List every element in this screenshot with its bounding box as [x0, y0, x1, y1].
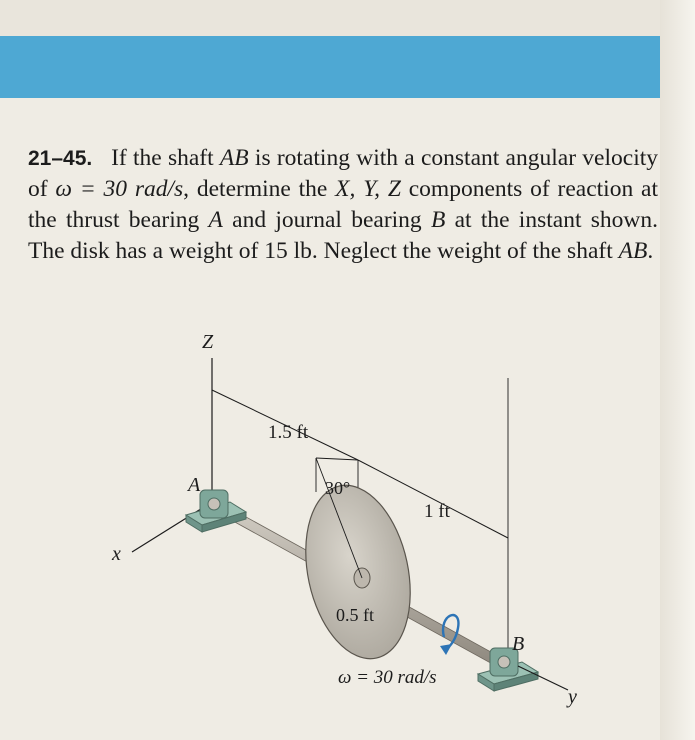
problem-text-end: .	[647, 238, 654, 264]
problem-text-2: is rotating with a constant angular velocity of	[28, 145, 658, 202]
shaft-label-ab-2: AB	[618, 238, 648, 264]
bearing-a-figure-label: A	[188, 474, 201, 496]
problem-statement	[28, 143, 658, 267]
page-top-strip	[0, 0, 695, 36]
problem-text-4: components of reaction at the thrust bearing	[28, 176, 658, 233]
bearing-a	[186, 490, 246, 532]
bearing-b-figure-label: B	[512, 633, 525, 655]
problem-text-6: at the instant shown. The disk has a weight of 15 lb. Neglect the weight of the shaft	[28, 207, 658, 264]
z-axis-label: Z	[202, 331, 214, 353]
bearing-b-label: B	[430, 207, 446, 233]
shaft-label-ab: AB	[219, 145, 249, 171]
shaft-disk-figure	[0, 310, 695, 740]
dim-1ft-label: 1 ft	[424, 501, 450, 522]
angle-line-top	[316, 458, 358, 460]
problem-text-5: and journal bearing	[222, 207, 431, 233]
angle-label: 30°	[325, 478, 351, 498]
section-header-band	[0, 36, 660, 98]
problem-number: 21–45.	[28, 147, 93, 170]
problem-text-3: , determine the	[183, 176, 336, 202]
xyz-components: X, Y, Z	[335, 176, 401, 202]
bearing-a-label: A	[208, 207, 223, 233]
omega-equation: ω = 30 rad/s	[55, 176, 184, 202]
problem-text-1: If the shaft	[111, 145, 220, 171]
dim-1-5ft-label: 1.5 ft	[268, 422, 309, 443]
dim-0-5ft-label: 0.5 ft	[336, 605, 374, 625]
omega-figure-label: ω = 30 rad/s	[338, 667, 437, 688]
y-axis-label: y	[568, 686, 577, 708]
x-axis-label: x	[112, 543, 121, 565]
